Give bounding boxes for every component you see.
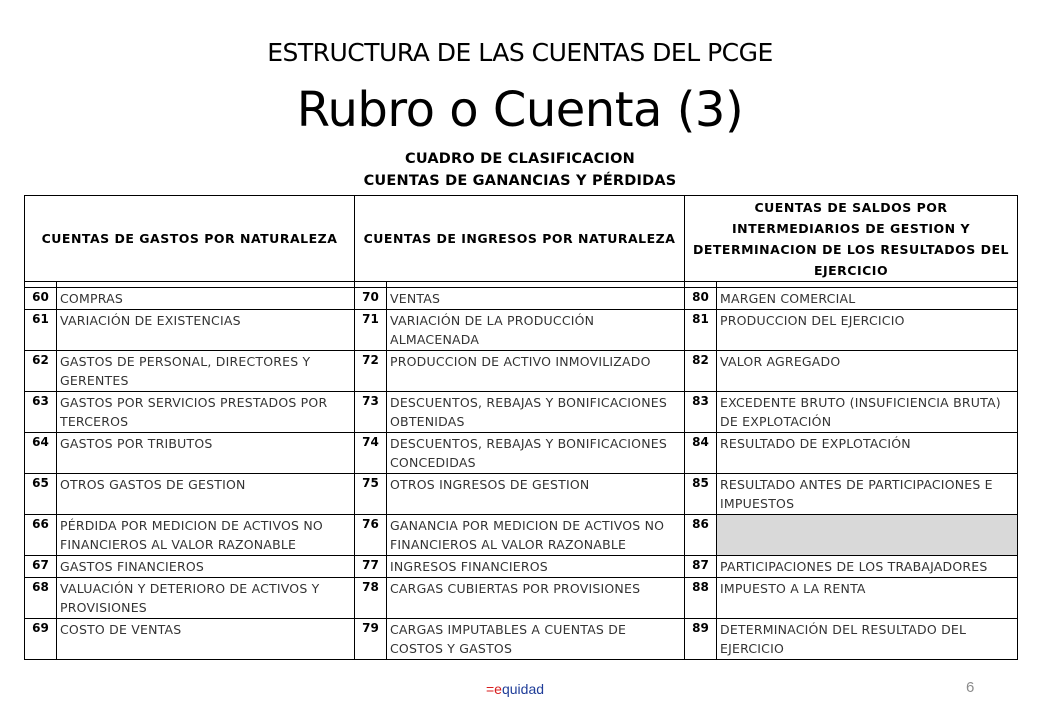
account-name: VALUACIÓN Y DETERIORO DE ACTIVOS Y PROVISIONES <box>57 578 355 619</box>
table-row <box>25 392 1018 433</box>
account-code: 67 <box>25 556 57 578</box>
account-code: 66 <box>25 515 57 556</box>
account-name: GASTOS FINANCIEROS <box>57 556 355 578</box>
account-name: PARTICIPACIONES DE LOS TRABAJADORES <box>717 556 1018 578</box>
account-code: 65 <box>25 474 57 515</box>
account-code: 79 <box>355 619 387 660</box>
account-name: COMPRAS <box>57 288 355 310</box>
account-name: VARIACIÓN DE LA PRODUCCIÓN ALMACENADA <box>387 310 685 351</box>
account-name: RESULTADO DE EXPLOTACIÓN <box>717 433 1018 474</box>
account-name: MARGEN COMERCIAL <box>717 288 1018 310</box>
account-code: 63 <box>25 392 57 433</box>
table-row <box>25 288 1018 310</box>
account-name: IMPUESTO A LA RENTA <box>717 578 1018 619</box>
account-code: 77 <box>355 556 387 578</box>
account-code: 62 <box>25 351 57 392</box>
account-code: 89 <box>685 619 717 660</box>
table-caption-line1: CUADRO DE CLASIFICACION <box>405 151 635 167</box>
footer-brand-logo <box>486 681 544 697</box>
account-name: INGRESOS FINANCIEROS <box>387 556 685 578</box>
account-code: 75 <box>355 474 387 515</box>
account-code: 74 <box>355 433 387 474</box>
account-name: GANANCIA POR MEDICION DE ACTIVOS NO FINANCIEROS AL VALOR RAZONABLE <box>387 515 685 556</box>
account-name: VALOR AGREGADO <box>717 351 1018 392</box>
account-code: 71 <box>355 310 387 351</box>
account-code: 78 <box>355 578 387 619</box>
account-name: CARGAS CUBIERTAS POR PROVISIONES <box>387 578 685 619</box>
account-code: 80 <box>685 288 717 310</box>
header-saldos: CUENTAS DE SALDOS POR INTERMEDIARIOS DE GESTION Y DETERMINACION DE LOS RESULTADOS DEL EJERCICIO <box>685 196 1018 282</box>
account-code: 70 <box>355 288 387 310</box>
classification-table <box>24 195 1018 660</box>
account-code: 72 <box>355 351 387 392</box>
account-name: GASTOS POR TRIBUTOS <box>57 433 355 474</box>
footer-brand-rest: quidad <box>501 681 545 697</box>
table-row <box>25 433 1018 474</box>
account-code: 81 <box>685 310 717 351</box>
table-row <box>25 556 1018 578</box>
account-name: PÉRDIDA POR MEDICION DE ACTIVOS NO FINANCIEROS AL VALOR RAZONABLE <box>57 515 355 556</box>
table-row <box>25 619 1018 660</box>
account-name: CARGAS IMPUTABLES A CUENTAS DE COSTOS Y GASTOS <box>387 619 685 660</box>
table-row <box>25 515 1018 556</box>
account-code: 68 <box>25 578 57 619</box>
account-code: 87 <box>685 556 717 578</box>
header-ingresos: CUENTAS DE INGRESOS POR NATURALEZA <box>355 196 685 282</box>
account-name: DESCUENTOS, REBAJAS Y BONIFICACIONES CONCEDIDAS <box>387 433 685 474</box>
page-number: 6 <box>966 679 975 696</box>
account-name: OTROS INGRESOS DE GESTION <box>387 474 685 515</box>
table-row <box>25 351 1018 392</box>
account-name <box>717 515 1018 556</box>
slide-subtitle: ESTRUCTURA DE LAS CUENTAS DEL PCGE <box>267 38 773 67</box>
table-row <box>25 310 1018 351</box>
account-code: 73 <box>355 392 387 433</box>
account-code: 82 <box>685 351 717 392</box>
table-body <box>25 282 1018 660</box>
account-name: GASTOS DE PERSONAL, DIRECTORES Y GERENTES <box>57 351 355 392</box>
slide-title: Rubro o Cuenta (3) <box>296 82 744 138</box>
account-name: COSTO DE VENTAS <box>57 619 355 660</box>
account-code: 61 <box>25 310 57 351</box>
account-code: 69 <box>25 619 57 660</box>
account-code: 64 <box>25 433 57 474</box>
account-name: RESULTADO ANTES DE PARTICIPACIONES E IMPUESTOS <box>717 474 1018 515</box>
account-name: GASTOS POR SERVICIOS PRESTADOS POR TERCEROS <box>57 392 355 433</box>
account-code: 76 <box>355 515 387 556</box>
account-code: 84 <box>685 433 717 474</box>
account-code: 85 <box>685 474 717 515</box>
account-name: PRODUCCION DEL EJERCICIO <box>717 310 1018 351</box>
account-name: EXCEDENTE BRUTO (INSUFICIENCIA BRUTA) DE EXPLOTACIÓN <box>717 392 1018 433</box>
account-name: DESCUENTOS, REBAJAS Y BONIFICACIONES OBTENIDAS <box>387 392 685 433</box>
account-name: OTROS GASTOS DE GESTION <box>57 474 355 515</box>
account-name: DETERMINACIÓN DEL RESULTADO DEL EJERCICIO <box>717 619 1018 660</box>
table-row <box>25 474 1018 515</box>
account-code: 88 <box>685 578 717 619</box>
table-caption-line2: CUENTAS DE GANANCIAS Y PÉRDIDAS <box>363 173 677 189</box>
account-name: PRODUCCION DE ACTIVO INMOVILIZADO <box>387 351 685 392</box>
account-code: 86 <box>685 515 717 556</box>
header-gastos: CUENTAS DE GASTOS POR NATURALEZA <box>25 196 355 282</box>
account-code: 60 <box>25 288 57 310</box>
account-name: VENTAS <box>387 288 685 310</box>
account-code: 83 <box>685 392 717 433</box>
table-row <box>25 578 1018 619</box>
footer-brand-prefix: =e <box>486 681 502 697</box>
account-name: VARIACIÓN DE EXISTENCIAS <box>57 310 355 351</box>
